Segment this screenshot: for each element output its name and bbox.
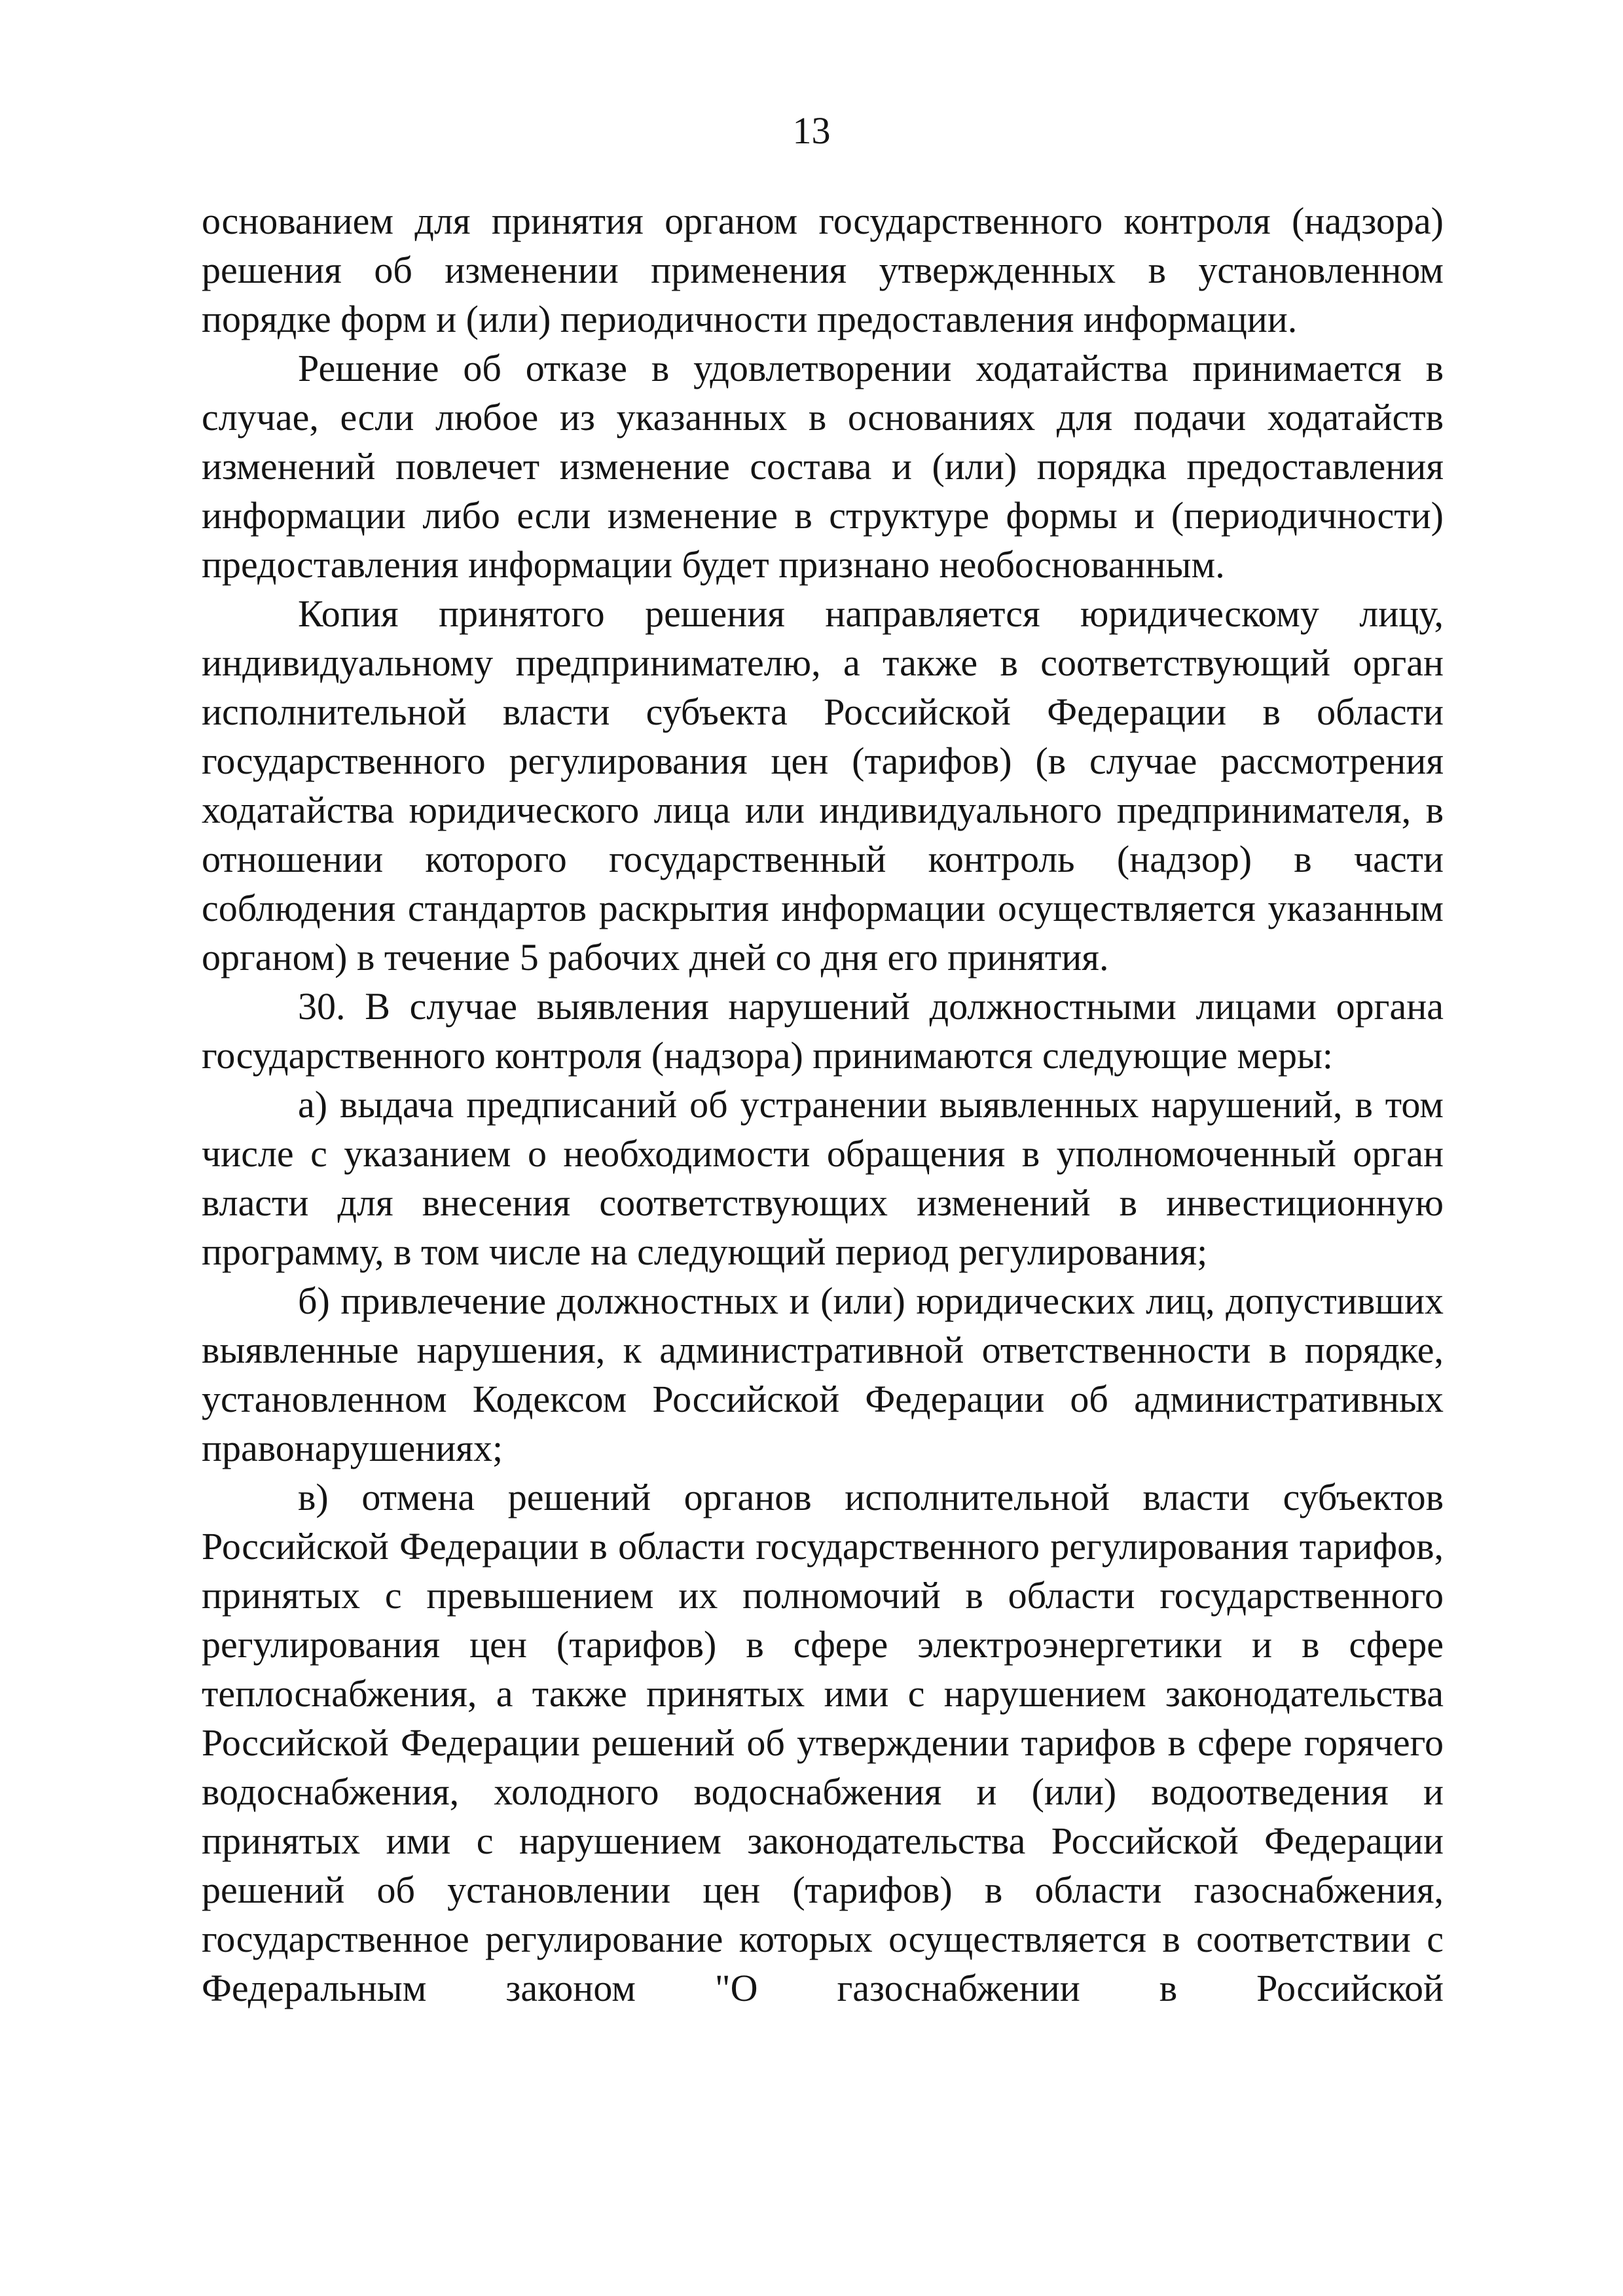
- paragraph-refusal-decision: Решение об отказе в удовлетворении ходатайства принимается в случае, если любое из указанных в основаниях для подачи ходатайств изменений повлечет изменение состава и (или) порядка предоставления информации либо если изменение в структуре формы и (периодичности) предоставления информации будет признано необоснованным.: [202, 347, 1444, 586]
- paragraph-item-30-a: а) выдача предписаний об устранении выявленных нарушений, в том числе с указанием о необходимости обращения в уполномоченный орган власти для внесения соответствующих изменений в инвестиционную программу, в том числе на следующий период регулирования;: [202, 1083, 1444, 1273]
- paragraph-item-30-v: в) отмена решений органов исполнительной власти субъектов Российской Федерации в области государственного регулирования тарифов, принятых с превышением их полномочий в области государственного регулирования цен (тарифов) в сфере электроэнергетики и в сфере теплоснабжения, а также принятых ими с нарушением законодательства Российской Федерации решений об утверждении тарифов в сфере горячего водоснабжения, холодного водоснабжения и (или) водоотведения и принятых ими с нарушением законодательства Российской Федерации решений об установлении цен (тарифов) в области газоснабжения, государственное регулирование которых осуществляется в соответствии с Федеральным законом "О газоснабжении в Российской: [202, 1476, 1444, 2009]
- paragraph-item-30: 30. В случае выявления нарушений должностными лицами органа государственного контроля (надзора) принимаются следующие меры:: [202, 985, 1444, 1077]
- page-number: 13: [792, 109, 831, 152]
- paragraph-continuation: основанием для принятия органом государственного контроля (надзора) решения об изменении применения утвержденных в установленном порядке форм и (или) периодичности предоставления информации.: [202, 200, 1444, 340]
- document-body: [202, 196, 1444, 2013]
- paragraph-decision-copy: Копия принятого решения направляется юридическому лицу, индивидуальному предпринимателю, а также в соответствующий орган исполнительной власти субъекта Российской Федерации в области государственного регулирования цен (тарифов) (в случае рассмотрения ходатайства юридического лица или индивидуального предпринимателя, в отношении которого государственный контроль (надзор) в части соблюдения стандартов раскрытия информации осуществляется указанным органом) в течение 5 рабочих дней со дня его принятия.: [202, 592, 1444, 978]
- paragraph-item-30-b: б) привлечение должностных и (или) юридических лиц, допустивших выявленные нарушения, к административной ответственности в порядке, установленном Кодексом Российской Федерации об административных правонарушениях;: [202, 1280, 1444, 1469]
